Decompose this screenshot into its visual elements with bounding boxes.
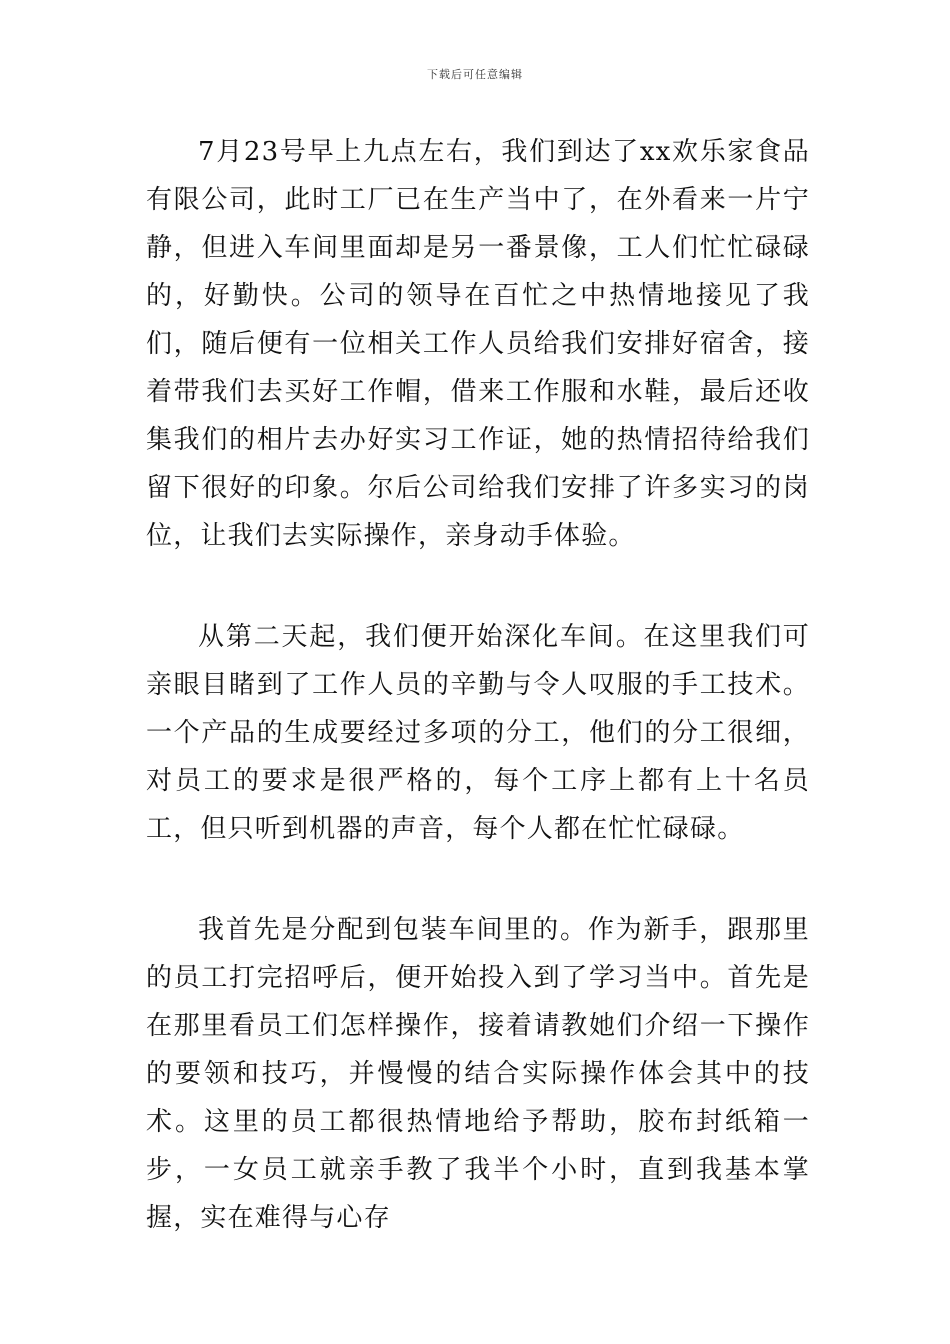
paragraph-1: 7月23号早上九点左右，我们到达了xx欢乐家食品有限公司，此时工厂已在生产当中了，在外看来一片宁静，但进入车间里面却是另一番景像，工人们忙忙碌碌的，好勤快。公司的领导在百忙之中热情地接见了我们，随后便有一位相关工作人员给我们安排好宿舍，接着带我们去买好工作帽，借来工作服和水鞋，最后还收集我们的相片去办好实习工作证，她的热情招待给我们留下很好的印象。尔后公司给我们安排了许多实习的岗位，让我们去实际操作，亲身动手体验。: [146, 137, 810, 551]
document-body: [146, 128, 810, 1242]
paragraph-2: 从第二天起，我们便开始深化车间。在这里我们可亲眼目睹到了工作人员的辛勤与令人叹服的手工技术。一个产品的生成要经过多项的分工，他们的分工很细，对员工的要求是很严格的，每个工序上都有上十名员工，但只听到机器的声音，每个人都在忙忙碌碌。: [146, 622, 810, 844]
header-note: 下载后可任意编辑: [427, 68, 523, 81]
paragraph-3: 我首先是分配到包装车间里的。作为新手，跟那里的员工打完招呼后，便开始投入到了学习当中。首先是在那里看员工们怎样操作，接着请教她们介绍一下操作的要领和技巧，并慢慢的结合实际操作体会其中的技术。这里的员工都很热情地给予帮助，胶布封纸箱一步，一女员工就亲手教了我半个小时，直到我基本掌握，实在难得与心存: [146, 915, 810, 1233]
